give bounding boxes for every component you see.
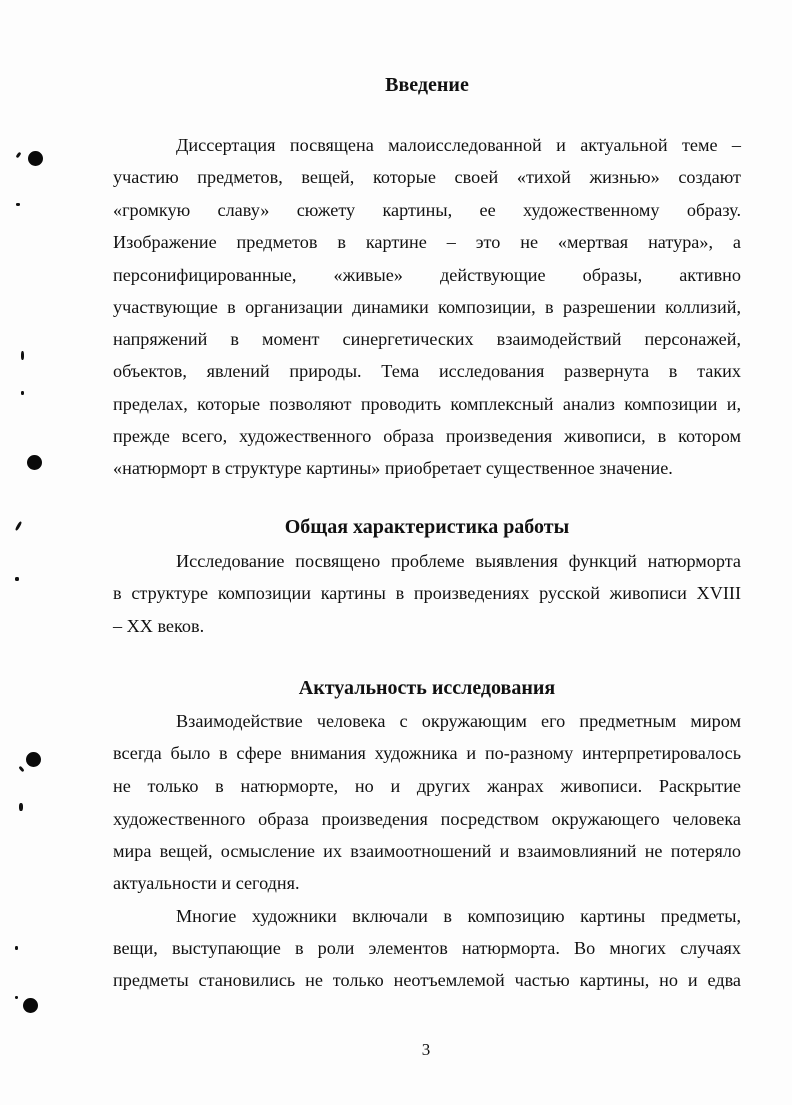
text-line: персонифицированные, «живые» действующие образы, активно xyxy=(113,265,741,285)
text-line: напряжений в момент синергетических взаимодействий персонажей, xyxy=(113,329,741,349)
text-line: Исследование посвящено проблеме выявления функций натюрморта xyxy=(176,551,741,571)
scan-speck xyxy=(15,577,19,581)
text-line: участию предметов, вещей, которые своей «тихой жизнью» создают xyxy=(113,167,741,187)
text-line: прежде всего, художественного образа произведения живописи, в котором xyxy=(113,426,741,446)
scan-speck xyxy=(16,152,22,159)
text-line: Диссертация посвящена малоисследованной и актуальной теме – xyxy=(176,135,741,155)
text-line: в структуре композиции картины в произведениях русской живописи XVIII xyxy=(113,583,741,603)
text-line: мира вещей, осмысление их взаимоотношений и взаимовлияний не потеряло xyxy=(113,841,741,861)
text-line: Многие художники включали в композицию картины предметы, xyxy=(176,906,741,926)
scan-speck xyxy=(21,351,24,360)
page-number: 3 xyxy=(421,1040,431,1059)
scan-speck xyxy=(15,946,18,950)
scan-speck xyxy=(19,803,23,811)
text-line: вещи, выступающие в роли элементов натюрморта. Во многих случаях xyxy=(113,938,741,958)
section-heading-general-characteristics: Общая характеристика работы xyxy=(284,516,570,538)
scan-speck xyxy=(18,766,24,773)
punch-hole-mark xyxy=(23,998,38,1013)
scan-speck xyxy=(15,521,23,531)
text-line: объектов, явлений природы. Тема исследования развернута в таких xyxy=(113,361,741,381)
text-line: Взаимодействие человека с окружающим его предметным миром xyxy=(176,711,741,731)
section-heading-introduction: Введение xyxy=(385,74,469,96)
text-line: участвующие в организации динамики композиции, в разрешении коллизий, xyxy=(113,297,741,317)
scan-speck xyxy=(15,996,18,999)
text-line: пределах, которые позволяют проводить комплексный анализ композиции и, xyxy=(113,394,741,414)
text-line: «натюрморт в структуре картины» приобретает существенное значение. xyxy=(113,458,673,478)
text-line: предметы становились не только неотъемлемой частью картины, но и едва xyxy=(113,970,741,990)
section-heading-relevance: Актуальность исследования xyxy=(298,677,556,699)
text-line: Изображение предметов в картине – это не «мертвая натура», а xyxy=(113,232,741,252)
punch-hole-mark xyxy=(26,752,41,767)
punch-hole-mark xyxy=(28,151,43,166)
text-line: художественного образа произведения посредством окружающего человека xyxy=(113,809,741,829)
text-line: актуальности и сегодня. xyxy=(113,873,300,893)
punch-hole-mark xyxy=(27,455,42,470)
scan-speck xyxy=(16,203,20,206)
text-line: «громкую славу» сюжету картины, ее художественному образу. xyxy=(113,200,741,220)
text-line: – XX веков. xyxy=(113,616,205,636)
text-line: не только в натюрморте, но и других жанрах живописи. Раскрытие xyxy=(113,776,741,796)
scan-speck xyxy=(21,391,24,395)
text-line: всегда было в сфере внимания художника и по-разному интерпретировалось xyxy=(113,743,741,763)
